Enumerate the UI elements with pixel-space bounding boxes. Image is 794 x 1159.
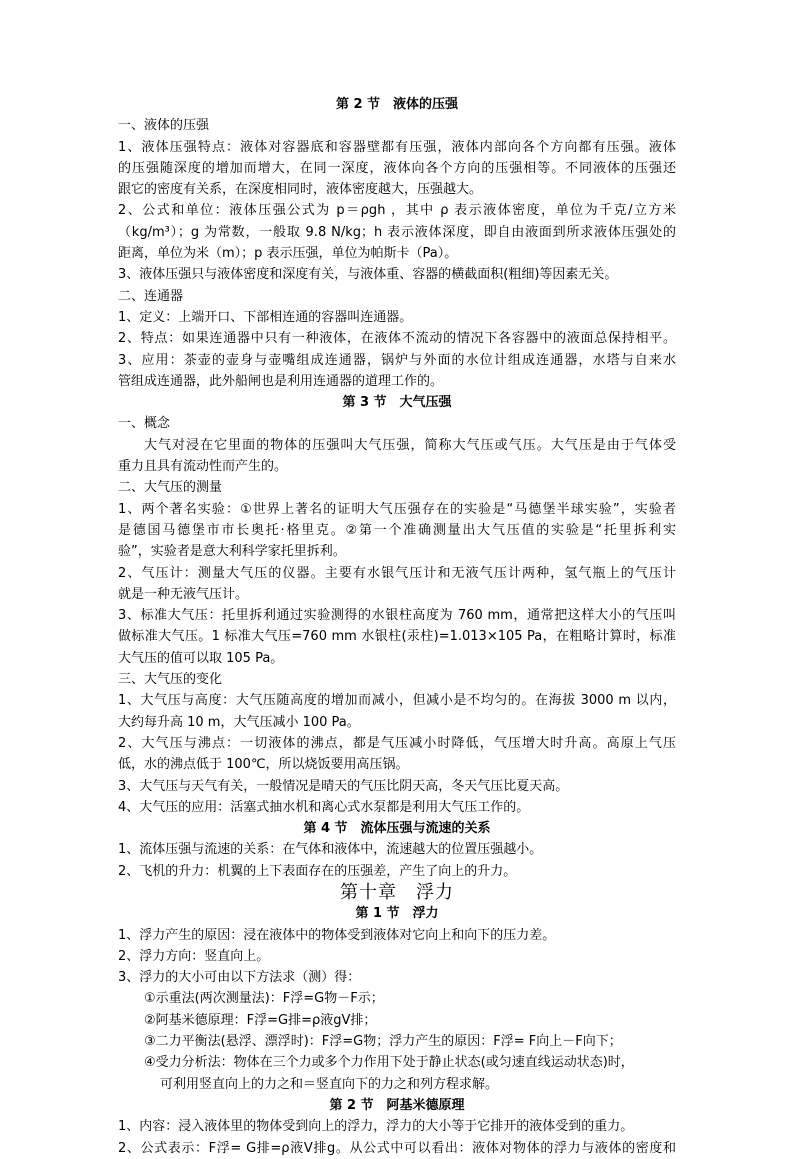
text-line: 2、公式和单位：液体压强公式为 p＝ρgh ，其中 ρ 表示液体密度，单位为千克/立方米 xyxy=(118,203,676,219)
text-line: 3、液体压强只与液体密度和深度有关，与液体重、容器的横截面积(粗细)等因素无关。 xyxy=(118,267,618,283)
text-line: ②阿基米德原理：F浮=G排=ρ液gV排； xyxy=(144,1012,377,1028)
text-line: 2、浮力方向：竖直向上。 xyxy=(118,948,270,964)
text-line: 一、概念 xyxy=(118,416,171,432)
section-heading: 第十章 浮力 xyxy=(340,881,454,903)
text-line: 2、气压计：测量大气压的仪器。主要有水银气压计和无液气压计两种，氢气瓶上的气压计 xyxy=(118,565,676,581)
text-line: 验”，实验者是意大利科学家托里拆利。 xyxy=(118,544,346,560)
text-line: 3、浮力的大小可由以下方法求（测）得： xyxy=(118,970,361,986)
text-line: 2、公式表示：F浮= G排=ρ液V排g。从公式中可以看出：液体对物体的浮力与液体的密度和 xyxy=(118,1140,676,1156)
section-heading: 第 2 节 阿基米德原理 xyxy=(329,1097,465,1113)
text-line: 低，水的沸点低于 100℃，所以烧饭要用高压锅。 xyxy=(118,757,409,773)
text-line: 3、标准大气压：托里拆利通过实验测得的水银柱高度为 760 mm，通常把这样大小的气压叫 xyxy=(118,608,676,624)
text-line: 1、液体压强特点：液体对容器底和容器壁都有压强，液体内部向各个方向都有压强。液体 xyxy=(118,139,676,155)
text-line: 重力且具有流动性而产生的。 xyxy=(118,459,288,475)
text-line: 1、大气压与高度：大气压随高度的增加而减小，但减小是不均匀的。在海拔 3000 m 以内， xyxy=(118,693,676,709)
text-line: ③二力平衡法(悬浮、漂浮时)：F浮=G物；浮力产生的原因：F浮= F向上－F向下； xyxy=(144,1034,622,1050)
text-line: 就是一种无液气压计。 xyxy=(118,586,249,602)
text-line: ①示重法(两次测量法)：F浮=G物－F示； xyxy=(144,991,384,1007)
section-heading: 第 3 节 大气压强 xyxy=(342,395,452,411)
text-line: 二、大气压的测量 xyxy=(118,480,223,496)
text-line: 大气压的值可以取 105 Pa。 xyxy=(118,650,284,666)
text-line: 3、大气压与天气有关，一般情况是晴天的气压比阴天高，冬天气压比夏天高。 xyxy=(118,778,569,794)
text-line: 管组成连通器，此外船闸也是利用连通器的道理工作的。 xyxy=(118,373,444,389)
text-line: 距离，单位为米（m）；p 表示压强，单位为帕斯卡（Pa）。 xyxy=(118,246,458,262)
text-line: 1、内容：浸入液体里的物体受到向上的浮力，浮力的大小等于它排开的液体受到的重力。 xyxy=(118,1119,634,1135)
section-heading: 第 2 节 液体的压强 xyxy=(335,97,459,112)
text-line: （kg/m³）；g 为常数，一般取 9.8 N/kg；h 表示液体深度，即自由液面到所求液体压强处的 xyxy=(118,224,676,240)
text-line: 二、连通器 xyxy=(118,288,184,304)
section-heading: 第 4 节 流体压强与流速的关系 xyxy=(303,821,491,837)
text-line: 2、飞机的升力：机翼的上下表面存在的压强差，产生了向上的升力。 xyxy=(118,863,517,879)
text-line: 的压强随深度的增加而增大，在同一深度，液体向各个方向的压强相等。不同液体的压强还 xyxy=(118,160,676,176)
text-line: 一、液体的压强 xyxy=(118,118,210,134)
text-line: 1、浮力产生的原因：浸在液体中的物体受到液体对它向上和向下的压力差。 xyxy=(118,927,556,943)
text-line: 跟它的密度有关系，在深度相同时，液体密度越大，压强越大。 xyxy=(118,182,483,198)
text-line: 1、定义：上端开口、下部相连通的容器叫连通器。 xyxy=(118,309,413,325)
text-line: ④受力分析法：物体在三个力或多个力作用下处于静止状态(或匀速直线运动状态)时， xyxy=(144,1055,634,1071)
text-line: 2、大气压与沸点：一切液体的沸点，都是气压减小时降低，气压增大时升高。高原上气压 xyxy=(118,735,676,751)
text-line: 大约每升高 10 m，大气压减小 100 Pa。 xyxy=(118,714,360,730)
text-line: 1、两个著名实验：①世界上著名的证明大气压强存在的实验是“马德堡半球实验”，实验者 xyxy=(118,501,676,517)
text-line: 4、大气压的应用：活塞式抽水机和离心式水泵都是利用大气压工作的。 xyxy=(118,799,530,815)
section-heading: 第 1 节 浮力 xyxy=(355,906,439,922)
text-line: 三、大气压的变化 xyxy=(118,672,223,688)
text-line: 做标准大气压。1 标准大气压=760 mm 水银柱(汞柱)=1.013×105 Pa，在粗略计算时，标准 xyxy=(118,629,676,645)
text-line: 3、应用：茶壶的壶身与壶嘴组成连通器，锅炉与外面的水位计组成连通器，水塔与自来水 xyxy=(118,352,676,368)
text-line: 2、特点：如果连通器中只有一种液体，在液体不流动的情况下各容器中的液面总保持相平。 xyxy=(118,331,676,347)
text-line: 1、流体压强与流速的关系：在气体和液体中，流速越大的位置压强越小。 xyxy=(118,842,543,858)
text-line: 大气对浸在它里面的物体的压强叫大气压强，简称大气压或气压。大气压是由于气体受 xyxy=(144,437,676,453)
text-line: 是德国马德堡市市长奥托·格里克。②第一个准确测量出大气压值的实验是“托里拆利实 xyxy=(118,522,676,538)
text-line: 可利用竖直向上的力之和＝竖直向下的力之和列方程求解。 xyxy=(160,1076,499,1092)
